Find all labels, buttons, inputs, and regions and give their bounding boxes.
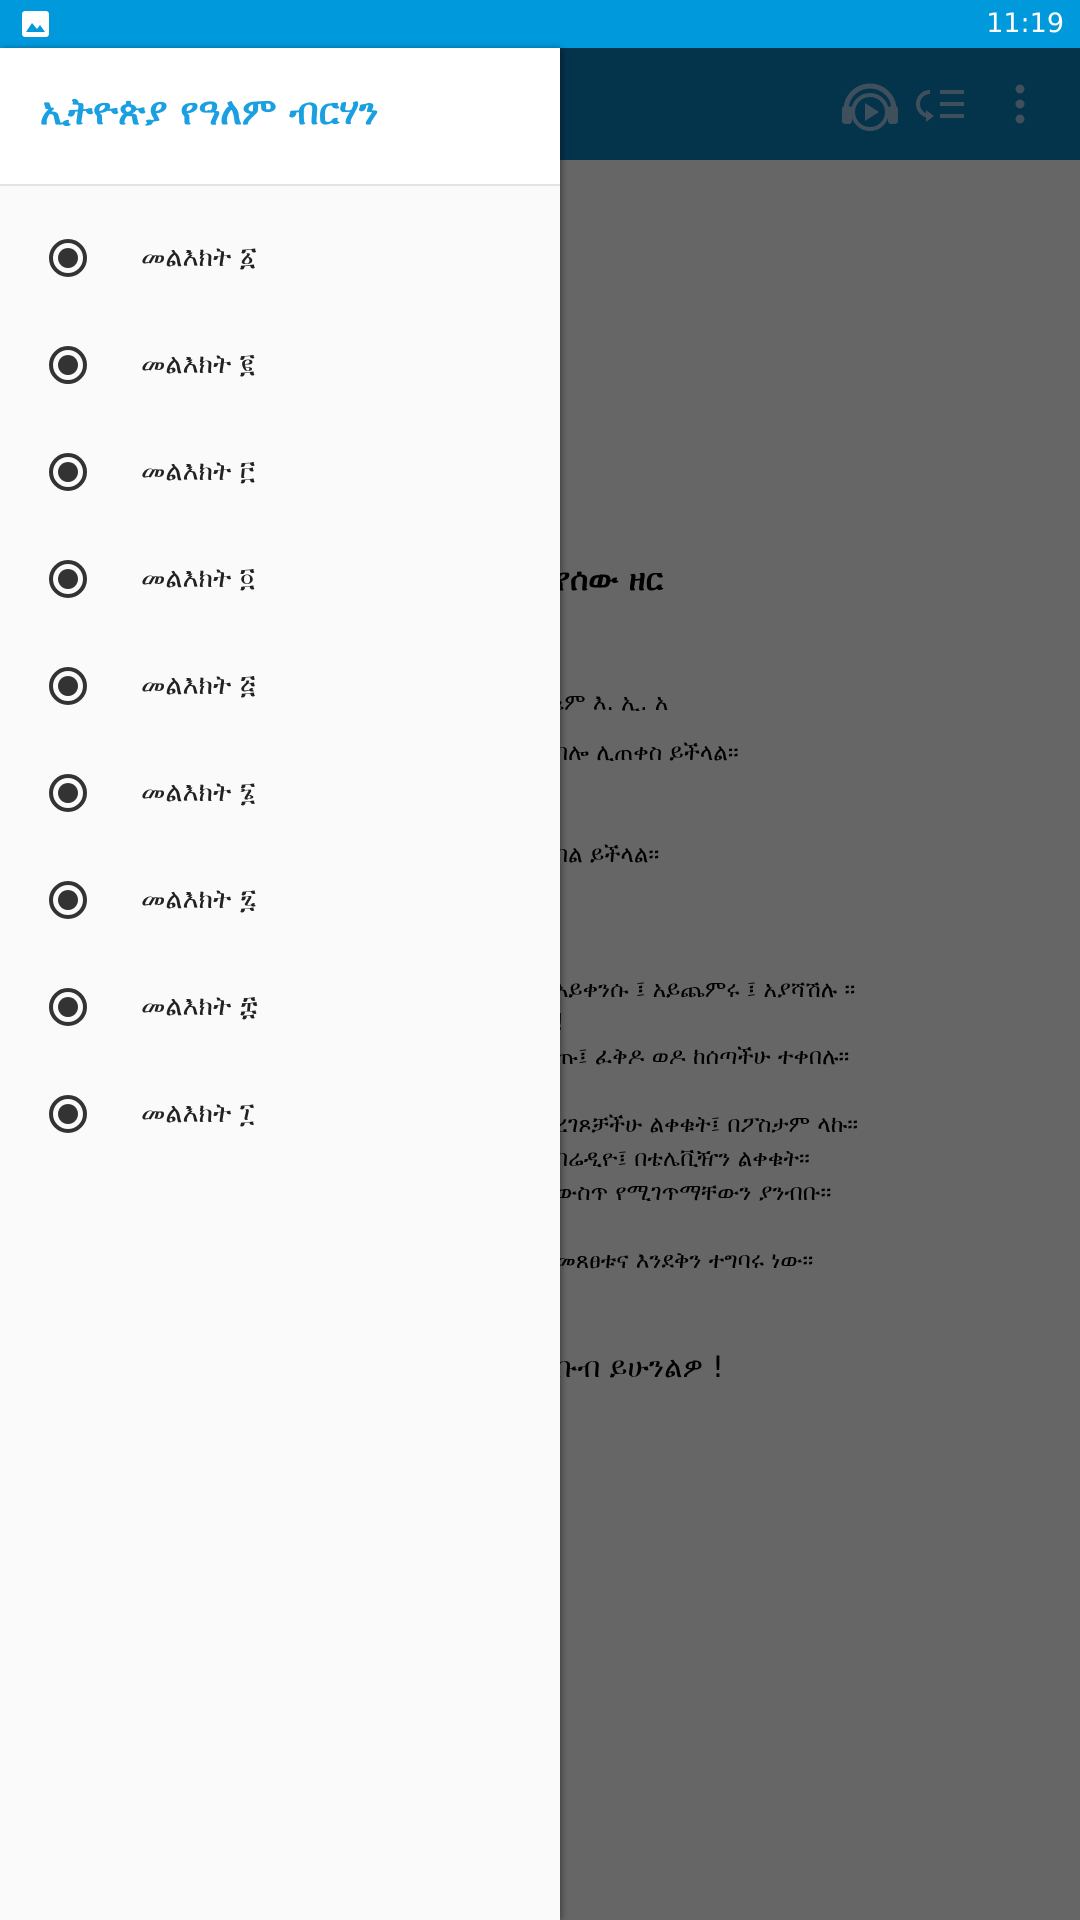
drawer-item-message-6[interactable] [0, 739, 560, 846]
drawer-header [0, 48, 560, 186]
radio-selected-icon [48, 1094, 88, 1134]
drawer-item-message-8[interactable] [0, 953, 560, 1060]
radio-selected-icon [48, 773, 88, 813]
drawer-item-message-3[interactable] [0, 418, 560, 525]
radio-selected-icon [48, 238, 88, 278]
drawer-item-label: መልእክት ፪ [141, 349, 255, 380]
navigation-drawer [0, 48, 560, 1920]
drawer-item-label: መልእክት ፬ [141, 563, 255, 594]
drawer-item-message-1[interactable] [0, 204, 560, 311]
drawer-item-message-9[interactable] [0, 1060, 560, 1167]
drawer-item-label: መልእክት ፭ [141, 670, 256, 701]
drawer-item-message-2[interactable] [0, 311, 560, 418]
drawer-item-label: መልእክት ፯ [141, 884, 257, 915]
radio-selected-icon [48, 452, 88, 492]
drawer-item-message-4[interactable] [0, 525, 560, 632]
status-bar [0, 0, 1080, 48]
drawer-menu [0, 204, 560, 1167]
drawer-item-label: መልእክት ፮ [141, 777, 256, 808]
drawer-item-label: መልእክት ፩ [141, 242, 257, 273]
drawer-item-message-5[interactable] [0, 632, 560, 739]
drawer-title: ኢትዮጵያ የዓለም ብርሃን [40, 90, 379, 133]
radio-selected-icon [48, 880, 88, 920]
drawer-item-label: መልእክት ፲ [141, 1098, 255, 1129]
gallery-icon [22, 11, 49, 37]
radio-selected-icon [48, 666, 88, 706]
radio-selected-icon [48, 559, 88, 599]
drawer-item-label: መልእክት ፰ [141, 991, 258, 1022]
radio-selected-icon [48, 345, 88, 385]
drawer-item-label: መልእክት ፫ [141, 456, 255, 487]
drawer-item-message-7[interactable] [0, 846, 560, 953]
radio-selected-icon [48, 987, 88, 1027]
status-time: 11:19 [986, 8, 1064, 39]
